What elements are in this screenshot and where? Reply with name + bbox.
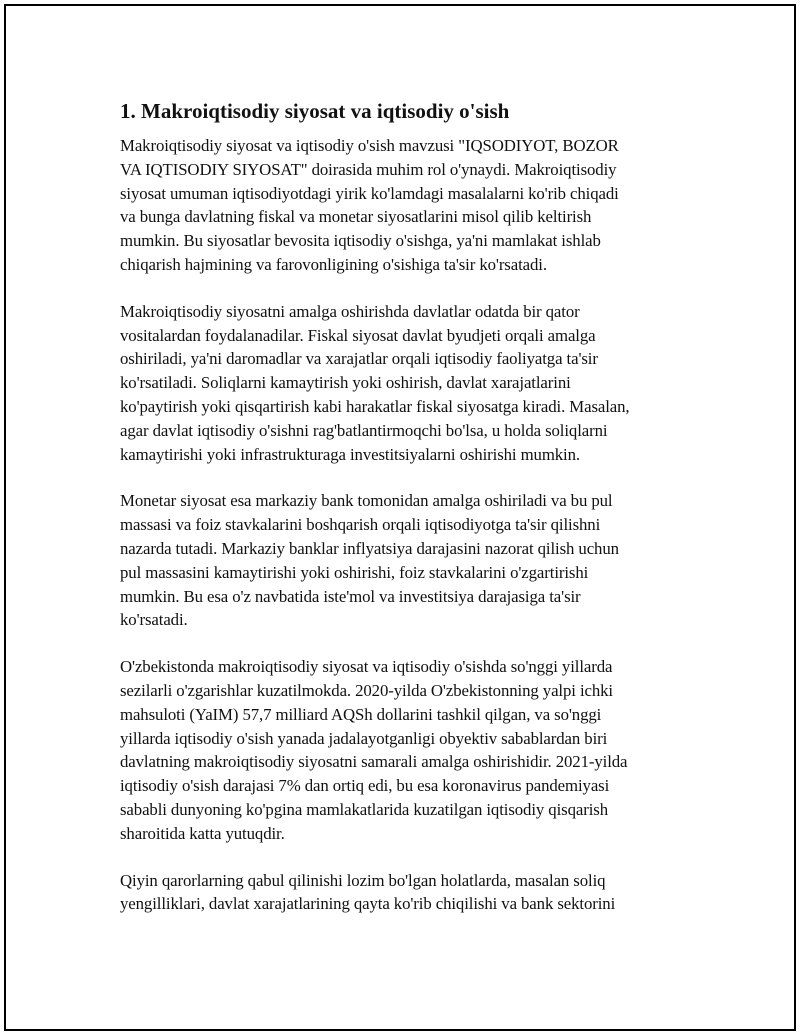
paragraph-line: ko'rsatadi. [120, 610, 188, 630]
paragraph-line: Makroiqtisodiy siyosat va iqtisodiy o'sish mavzusi "IQSODIYOT, BOZOR [120, 136, 619, 155]
paragraph-line: kamaytirishi yoki infrastrukturaga investitsiyalarni oshirishi mumkin. [120, 444, 581, 464]
paragraph-line: Makroiqtisodiy siyosatni amalga oshirishda davlatlar odatda bir qator [120, 301, 580, 321]
paragraph-line: va bunga davlatning fiskal va monetar siyosatlarini misol qilib keltirish [120, 207, 592, 227]
paragraph-line: mumkin. Bu esa o'z navbatida iste'mol va investitsiya darajasiga ta'sir [120, 586, 581, 606]
paragraph-line: ko'rsatiladi. Soliqlarni kamaytirish yoki oshirish, davlat xarajatlarini [120, 373, 571, 393]
paragraph-line: oshiriladi, ya'ni daromadlar va xarajatlar orqali iqtisodiy faoliyatga ta'sir [120, 349, 598, 369]
paragraph [120, 300, 720, 467]
paragraph-line: siyosat umuman iqtisodiyotdagi yirik ko'lamdagi masalalarni ko'rib chiqadi [120, 183, 619, 203]
paragraph-line: Qiyin qarorlarning qabul qilinishi lozim bo'lgan holatlarda, masalan soliq [120, 870, 606, 890]
paragraph-line: sharoitida katta yutuqdir. [120, 823, 285, 843]
paragraph-line: nazarda tutadi. Markaziy banklar inflyatsiya darajasini nazorat qilish uchun [120, 538, 619, 558]
paragraph-line: sababli dunyoning ko'pgina mamlakatlarida kuzatilgan iqtisodiy qisqarish [120, 799, 608, 819]
paragraph-list [120, 134, 720, 916]
paragraph-line: iqtisodiy o'sish darajasi 7% dan ortiq edi, bu esa koronavirus pandemiyasi [120, 776, 610, 796]
section-heading: 1. Makroiqtisodiy siyosat va iqtisodiy o'sish [120, 99, 510, 123]
paragraph-line: vositalardan foydalanadilar. Fiskal siyosat davlat byudjeti orqali amalga [120, 325, 596, 345]
document-body [120, 98, 720, 939]
paragraph-line: VA IQTISODIY SIYOSAT" doirasida muhim rol o'ynaydi. Makroiqtisodiy [120, 159, 617, 179]
paragraph [120, 655, 720, 845]
paragraph [120, 134, 720, 277]
paragraph-line: davlatning makroiqtisodiy siyosatni samarali amalga oshirishidir. 2021-yilda [120, 752, 628, 772]
paragraph-line: agar davlat iqtisodiy o'sishni rag'batlantirmoqchi bo'lsa, u holda soliqlarni [120, 420, 608, 440]
paragraph-line: yengilliklari, davlat xarajatlarining qayta ko'rib chiqilishi va bank sektorini [120, 894, 616, 914]
paragraph-line: yillarda iqtisodiy o'sish yanada jadalayotganligi obyektiv sabablardan biri [120, 728, 608, 748]
paragraph-line: Monetar siyosat esa markaziy bank tomonidan amalga oshiriladi va bu pul [120, 491, 613, 511]
paragraph [120, 489, 720, 632]
page-frame [4, 4, 796, 1031]
paragraph [120, 869, 720, 917]
paragraph-line: massasi va foiz stavkalarini boshqarish orqali iqtisodiyotga ta'sir qilishni [120, 515, 601, 535]
paragraph-line: pul massasini kamaytirishi yoki oshirishi, foiz stavkalarini o'zgartirishi [120, 562, 589, 582]
paragraph-line: chiqarish hajmining va farovonligining o'sishiga ta'sir ko'rsatadi. [120, 254, 547, 274]
paragraph-line: ko'paytirish yoki qisqartirish kabi harakatlar fiskal siyosatga kiradi. Masalan, [120, 396, 630, 416]
paragraph-line: sezilarli o'zgarishlar kuzatilmokda. 2020-yilda O'zbekistonning yalpi ichki [120, 680, 613, 700]
paragraph-line: O'zbekistonda makroiqtisodiy siyosat va iqtisodiy o'sishda so'nggi yillarda [120, 657, 613, 677]
paragraph-line: mumkin. Bu siyosatlar bevosita iqtisodiy o'sishga, ya'ni mamlakat ishlab [120, 231, 601, 251]
paragraph-line: mahsuloti (YaIM) 57,7 milliard AQSh dollarini tashkil qilgan, va so'nggi [120, 704, 602, 724]
